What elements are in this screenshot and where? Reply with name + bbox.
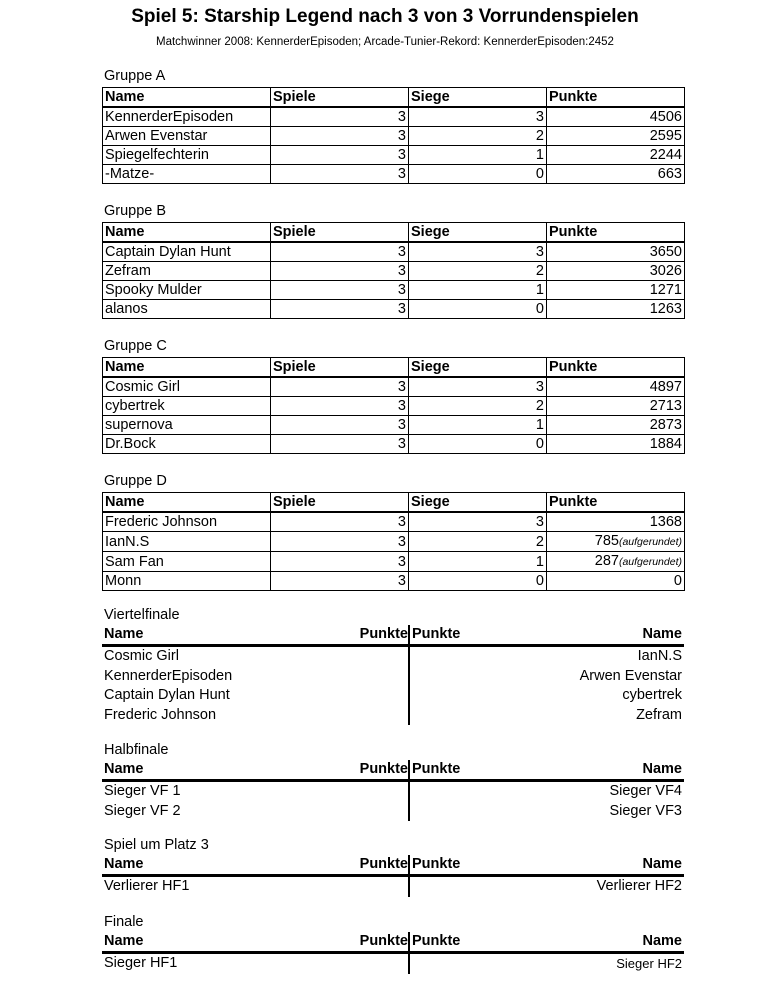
punkte-value: 3026: [649, 263, 682, 279]
punkte-cell: [547, 127, 685, 146]
round-label: Viertelfinale: [104, 607, 180, 623]
spiele-cell: 3: [271, 552, 409, 572]
siege-cell: 0: [409, 435, 547, 454]
table-header-row: [103, 223, 685, 243]
column-header: Name: [104, 626, 144, 642]
column-header: Punkte: [547, 223, 685, 243]
column-header: Name: [642, 933, 682, 949]
group-label: Gruppe D: [104, 473, 167, 489]
player-name: Cosmic Girl: [103, 377, 271, 397]
spiele-cell: 3: [271, 242, 409, 262]
left-player: Captain Dylan Hunt: [104, 687, 230, 703]
table-header-row: [102, 855, 684, 877]
siege-cell: 1: [409, 146, 547, 165]
punkte-value: 2713: [649, 398, 682, 414]
punkte-value: 4506: [649, 109, 682, 125]
table-row: [103, 281, 685, 300]
column-header: Punkte: [412, 626, 461, 642]
knockout-table: [102, 625, 684, 725]
siege-cell: 1: [409, 552, 547, 572]
match-row: [102, 782, 684, 802]
knockout-table: [102, 760, 684, 821]
column-header: Punkte: [359, 761, 408, 777]
round-label: Finale: [104, 914, 144, 930]
column-header: Punkte: [547, 493, 685, 513]
table-row: [103, 300, 685, 319]
column-header: Punkte: [412, 856, 461, 872]
column-header: Siege: [409, 358, 547, 378]
table-header-row: [102, 625, 684, 647]
punkte-value: 663: [657, 166, 682, 182]
player-name: alanos: [103, 300, 271, 319]
table-row: [103, 572, 685, 591]
table-row: [103, 146, 685, 165]
punkte-value: 3650: [649, 244, 682, 260]
knockout-table: [102, 855, 684, 897]
left-player: Sieger VF 2: [104, 802, 181, 819]
left-player: Frederic Johnson: [104, 706, 217, 723]
siege-cell: 0: [409, 300, 547, 319]
table-header-row: [103, 88, 685, 108]
player-name: Sam Fan: [103, 552, 271, 572]
match-row: [102, 686, 684, 706]
column-header: Name: [103, 493, 271, 513]
left-player: Verlierer HF1: [104, 878, 190, 894]
siege-cell: 2: [409, 127, 547, 146]
punkte-cell: [547, 107, 685, 127]
match-row: [102, 802, 684, 822]
column-header: Name: [642, 626, 682, 642]
punkte-value: 1884: [649, 436, 682, 452]
siege-cell: 2: [409, 532, 547, 552]
left-player: KennerderEpisoden: [104, 667, 233, 684]
siege-cell: 3: [409, 377, 547, 397]
group-label: Gruppe C: [104, 338, 167, 354]
right-player: Zefram: [636, 706, 682, 723]
left-player: Sieger HF1: [104, 955, 178, 971]
siege-cell: 3: [409, 107, 547, 127]
player-name: Frederic Johnson: [103, 512, 271, 532]
column-header: Punkte: [412, 933, 461, 949]
column-header: Name: [104, 761, 144, 777]
punkte-value: 0: [673, 573, 682, 589]
spiele-cell: 3: [271, 572, 409, 591]
table-row: [103, 552, 685, 572]
round-label: Halbfinale: [104, 742, 169, 758]
right-player: Sieger VF3: [609, 802, 682, 819]
right-player: Sieger HF2: [616, 956, 682, 971]
punkte-cell: [547, 300, 685, 319]
table-row: [103, 416, 685, 435]
table-header-row: [102, 760, 684, 782]
punkte-value: 2873: [649, 417, 682, 433]
siege-cell: 1: [409, 416, 547, 435]
column-header: Punkte: [359, 856, 408, 872]
column-header: Punkte: [547, 88, 685, 108]
punkte-cell: [547, 435, 685, 454]
siege-cell: 2: [409, 262, 547, 281]
page-subtitle: Matchwinner 2008: KennerderEpisoden; Arcade-Tunier-Rekord: KennerderEpisoden:2452: [156, 36, 614, 48]
punkte-cell: [547, 572, 685, 591]
player-name: Dr.Bock: [103, 435, 271, 454]
spiele-cell: 3: [271, 165, 409, 184]
siege-cell: 0: [409, 165, 547, 184]
punkte-cell: [547, 397, 685, 416]
player-name: KennerderEpisoden: [103, 107, 271, 127]
punkte-cell: [547, 416, 685, 435]
player-name: Captain Dylan Hunt: [103, 242, 271, 262]
column-header: Name: [642, 761, 682, 777]
right-player: Verlierer HF2: [596, 878, 682, 894]
table-row: [103, 532, 685, 552]
column-header: Name: [103, 358, 271, 378]
punkte-note: (aufgerundet): [618, 556, 682, 568]
group-table: [102, 357, 685, 454]
spiele-cell: 3: [271, 397, 409, 416]
siege-cell: 3: [409, 512, 547, 532]
punkte-cell: [547, 552, 685, 572]
punkte-cell: [547, 512, 685, 532]
player-name: Spiegelfechterin: [103, 146, 271, 165]
spiele-cell: 3: [271, 532, 409, 552]
table-row: [103, 242, 685, 262]
player-name: cybertrek: [103, 397, 271, 416]
spiele-cell: 3: [271, 146, 409, 165]
round-label: Spiel um Platz 3: [104, 837, 209, 853]
punkte-cell: [547, 242, 685, 262]
column-header: Name: [103, 88, 271, 108]
group-table: [102, 222, 685, 319]
column-header: Name: [642, 856, 682, 872]
table-header-row: [102, 932, 684, 954]
player-name: Arwen Evenstar: [103, 127, 271, 146]
player-name: supernova: [103, 416, 271, 435]
column-header: Spiele: [271, 358, 409, 378]
column-header: Name: [103, 223, 271, 243]
siege-cell: 0: [409, 572, 547, 591]
column-header: Spiele: [271, 223, 409, 243]
table-row: [103, 262, 685, 281]
match-row: [102, 954, 684, 974]
column-header: Name: [104, 933, 144, 949]
table-row: [103, 512, 685, 532]
punkte-value: 1271: [649, 282, 682, 298]
table-row: [103, 397, 685, 416]
punkte-value: 785: [594, 533, 619, 549]
left-player: Cosmic Girl: [104, 648, 179, 664]
player-name: -Matze-: [103, 165, 271, 184]
spiele-cell: 3: [271, 512, 409, 532]
right-player: Arwen Evenstar: [579, 667, 682, 684]
siege-cell: 1: [409, 281, 547, 300]
spiele-cell: 3: [271, 262, 409, 281]
punkte-cell: [547, 165, 685, 184]
column-header: Punkte: [412, 761, 461, 777]
punkte-value: 287: [594, 553, 619, 569]
match-row: [102, 877, 684, 897]
punkte-cell: [547, 146, 685, 165]
punkte-value: 2244: [649, 147, 682, 163]
match-row: [102, 706, 684, 726]
column-header: Siege: [409, 88, 547, 108]
group-label: Gruppe A: [104, 68, 166, 84]
spiele-cell: 3: [271, 300, 409, 319]
knockout-table: [102, 932, 684, 974]
player-name: IanN.S: [103, 532, 271, 552]
punkte-value: 1368: [649, 514, 682, 530]
table-header-row: [103, 358, 685, 378]
left-player: Sieger VF 1: [104, 783, 181, 799]
table-row: [103, 127, 685, 146]
spiele-cell: 3: [271, 107, 409, 127]
player-name: Zefram: [103, 262, 271, 281]
column-header: Spiele: [271, 493, 409, 513]
spiele-cell: 3: [271, 127, 409, 146]
punkte-value: 2595: [649, 128, 682, 144]
column-header: Siege: [409, 223, 547, 243]
column-header: Punkte: [359, 626, 408, 642]
right-player: IanN.S: [637, 648, 682, 664]
punkte-cell: [547, 532, 685, 552]
column-header: Punkte: [359, 933, 408, 949]
right-player: Sieger VF4: [609, 783, 682, 799]
match-row: [102, 667, 684, 687]
siege-cell: 3: [409, 242, 547, 262]
column-header: Spiele: [271, 88, 409, 108]
punkte-value: 1263: [649, 301, 682, 317]
page-title: Spiel 5: Starship Legend nach 3 von 3 Vorrundenspielen: [131, 6, 639, 27]
table-header-row: [103, 493, 685, 513]
punkte-cell: [547, 262, 685, 281]
group-label: Gruppe B: [104, 203, 167, 219]
siege-cell: 2: [409, 397, 547, 416]
spiele-cell: 3: [271, 377, 409, 397]
spiele-cell: 3: [271, 416, 409, 435]
group-table: [102, 87, 685, 184]
spiele-cell: 3: [271, 435, 409, 454]
punkte-note: (aufgerundet): [618, 536, 682, 548]
punkte-value: 4897: [649, 379, 682, 395]
punkte-cell: [547, 377, 685, 397]
right-player: cybertrek: [622, 687, 682, 703]
column-header: Punkte: [547, 358, 685, 378]
match-row: [102, 647, 684, 667]
group-table: [102, 492, 685, 591]
player-name: Monn: [103, 572, 271, 591]
column-header: Name: [104, 856, 144, 872]
spiele-cell: 3: [271, 281, 409, 300]
punkte-cell: [547, 281, 685, 300]
player-name: Spooky Mulder: [103, 281, 271, 300]
table-row: [103, 435, 685, 454]
column-header: Siege: [409, 493, 547, 513]
table-row: [103, 165, 685, 184]
table-row: [103, 377, 685, 397]
table-row: [103, 107, 685, 127]
